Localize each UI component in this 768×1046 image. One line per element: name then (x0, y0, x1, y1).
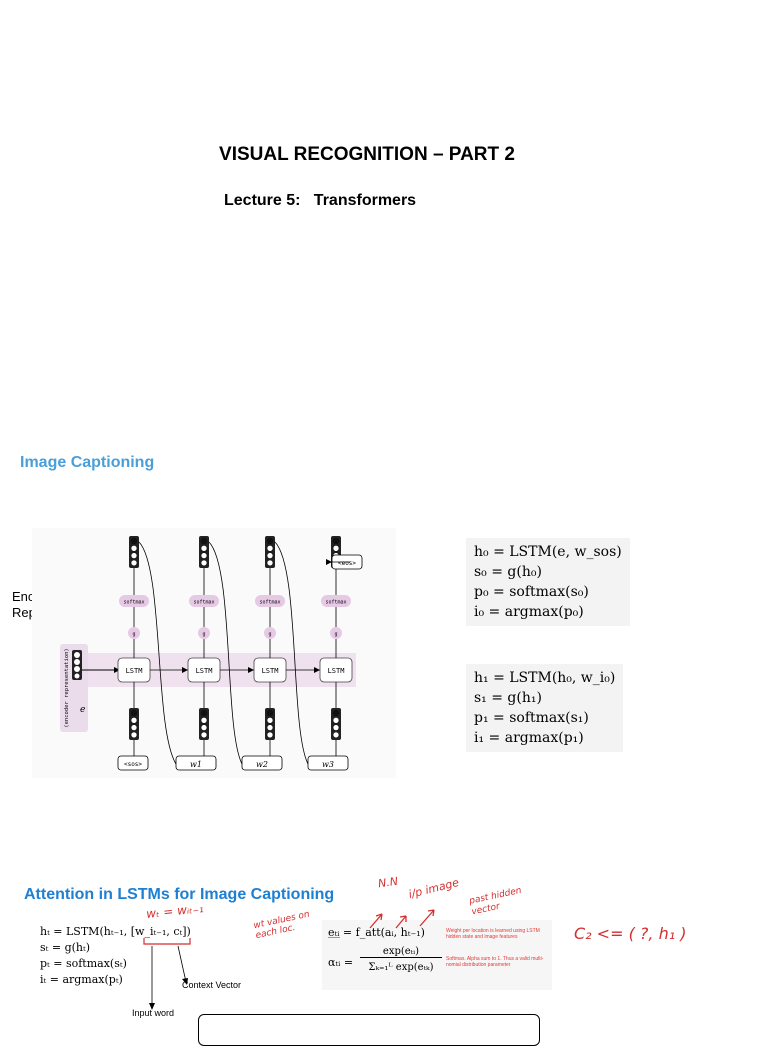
handwritten-values: wt values on each loc. (252, 909, 311, 942)
softmax-label: softmax (123, 599, 145, 606)
encoder-box-label: (encoder representation) (64, 648, 70, 728)
eq-eti: eₜᵢ = f_att(aᵢ, hₜ₋₁) (328, 926, 425, 939)
eq-s0: s₀ = g(h₀) (474, 564, 542, 580)
bottom-content-box (198, 1014, 540, 1046)
note-weight-per-location: Weight per location is learned using LSTM hidden state and image features (446, 928, 540, 940)
eq-s1: s₁ = g(h₁) (474, 690, 542, 706)
note-softmax: Softmax. Alpha sum to 1. Thus a valid multi-nomial distribution parameter (446, 956, 544, 968)
lecture-title: VISUAL RECOGNITION – PART 2 (219, 144, 515, 165)
eq-st: sₜ = g(hₜ) (40, 941, 90, 954)
eq-alpha-lhs: αₜᵢ = (328, 956, 354, 969)
lstm-label: LSTM (195, 667, 213, 675)
handwritten-past-hidden: past hidden vector (468, 885, 523, 918)
lstm-label: LSTM (261, 667, 279, 675)
eq-pt: pₜ = softmax(sₜ) (40, 957, 127, 970)
eq-alpha-denominator: Σₖ₌₁ᴸ exp(eₜₖ) (368, 962, 434, 973)
handwritten-wt: wₜ = wᵢₜ₋₁ (145, 901, 205, 921)
eq-it: iₜ = argmax(pₜ) (40, 973, 123, 986)
eq-h0: h₀ = LSTM(e, w_sos) (474, 544, 622, 560)
lecture-subtitle: Lecture 5: Transformers (224, 192, 417, 209)
lstm-label: LSTM (327, 667, 345, 675)
softmax-label: softmax (259, 599, 281, 606)
eq-p0: p₀ = softmax(s₀) (474, 584, 589, 600)
attention-heading: Attention in LSTMs for Image Captioning (24, 886, 335, 903)
eq-i1: i₁ = argmax(p₁) (474, 730, 584, 746)
g-label: g (132, 631, 136, 638)
lstm-captioning-diagram (32, 528, 396, 778)
eq-alpha-numerator: exp(eₜᵢ) (360, 946, 442, 958)
encoder-symbol: e (80, 705, 86, 715)
encoder-label-line2: Representation (12, 605, 101, 620)
word-label: w2 (256, 760, 268, 769)
handwritten-nn: N.N (377, 874, 399, 891)
g-label: g (268, 631, 272, 638)
softmax-label: softmax (193, 599, 215, 606)
eq-i0: i₀ = argmax(p₀) (474, 604, 584, 620)
eq-h1: h₁ = LSTM(h₀, w_i₀) (474, 670, 616, 686)
handwritten-c2: C₂ <= ( ?, h₁ ) (574, 924, 687, 943)
eq-ht: hₜ = LSTM(hₜ₋₁, [w_iₜ₋₁, cₜ]) (40, 925, 191, 938)
word-label: w1 (190, 760, 202, 769)
eq-p1: p₁ = softmax(s₁) (474, 710, 589, 726)
attention-annotation-arrows (140, 936, 200, 1012)
word-label: w3 (322, 760, 334, 769)
eos-token: <eos> (337, 560, 357, 567)
lstm-label: LSTM (125, 667, 143, 675)
g-label: g (334, 631, 338, 638)
softmax-label: softmax (325, 599, 347, 606)
encoder-label-line1: Encoder (12, 589, 61, 604)
equations-group-2 (466, 664, 623, 752)
handwritten-ip-image: i/p image (407, 875, 461, 902)
handwritten-arrows (326, 898, 466, 938)
input-word-label: Input word (132, 1008, 175, 1018)
sos-token: <sos> (123, 761, 143, 768)
g-label: g (202, 631, 206, 638)
context-vector-label: Context Vector (182, 980, 242, 990)
equations-group-1 (466, 538, 630, 626)
image-captioning-heading: Image Captioning (20, 454, 155, 471)
